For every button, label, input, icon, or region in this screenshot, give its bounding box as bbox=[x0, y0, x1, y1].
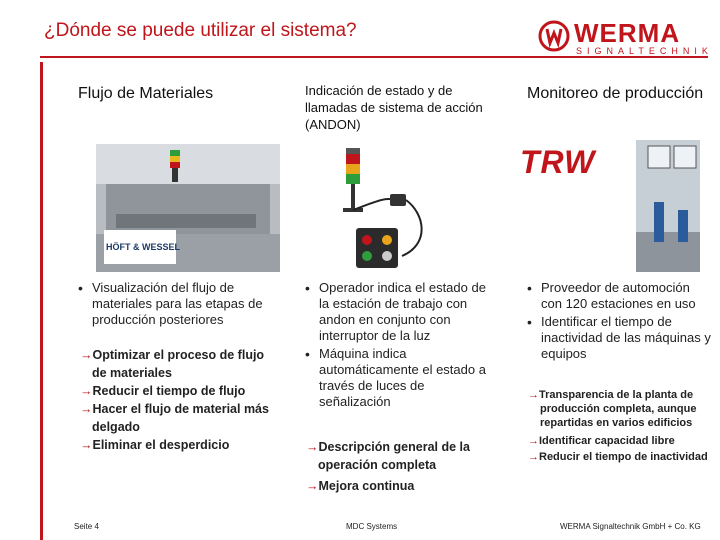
arrow-icon: → bbox=[306, 440, 319, 454]
trw-logo: TRW bbox=[520, 144, 596, 180]
footer-page-number: Seite 4 bbox=[74, 522, 99, 531]
column-3-benefit: →Reducir el tiempo de inactividad bbox=[528, 451, 708, 463]
column-1-benefit: →Eliminar el desperdicio bbox=[80, 438, 230, 452]
arrow-icon: → bbox=[528, 389, 539, 401]
column-3-benefit: →Identificar capacidad libre bbox=[528, 435, 675, 447]
arrow-icon: → bbox=[80, 438, 93, 452]
production-monitoring-photo bbox=[518, 140, 700, 272]
column-1-bullets bbox=[78, 280, 268, 330]
column-2-bullets bbox=[305, 280, 493, 412]
column-3-benefits bbox=[528, 388, 714, 464]
footer-company: WERMA Signaltechnik GmbH + Co. KG bbox=[560, 522, 701, 531]
column-1-benefits bbox=[80, 346, 280, 454]
side-accent-bar bbox=[40, 62, 43, 540]
arrow-icon: → bbox=[80, 402, 93, 416]
column-1-benefit: →Reducir el tiempo de flujo bbox=[80, 384, 246, 398]
column-2-benefit: →Mejora continua bbox=[306, 479, 415, 493]
andon-device-photo bbox=[330, 144, 440, 272]
column-1-bullet: • Visualización del flujo de materiales para las etapas de producción posteriores bbox=[78, 280, 268, 328]
material-flow-photo bbox=[96, 144, 280, 272]
arrow-icon: → bbox=[80, 384, 93, 398]
werma-logo bbox=[538, 18, 713, 58]
column-3-bullets bbox=[527, 280, 713, 364]
logo-subtitle: SIGNALTECHNIK bbox=[576, 46, 713, 56]
slide-title: ¿Dónde se puede utilizar el sistema? bbox=[44, 20, 357, 41]
column-1-benefit: →Hacer el flujo de material más delgado bbox=[80, 402, 269, 434]
werma-logo-mark-icon bbox=[538, 20, 570, 52]
footer-center-text: MDC Systems bbox=[346, 522, 398, 531]
column-1-benefit: →Optimizar el proceso de flujo de materiales bbox=[80, 348, 265, 380]
column-3-heading: Monitoreo de producción bbox=[527, 85, 704, 102]
logo-wordmark: WERMA bbox=[574, 18, 681, 48]
column-1-heading: Flujo de Materiales bbox=[78, 85, 214, 102]
column-3-bullet: • Proveedor de automoción con 120 estaciones en uso bbox=[527, 280, 713, 312]
hoeft-wessel-logo: HÖFT & WESSEL bbox=[106, 242, 180, 252]
column-2-heading: Indicación de estado y de llamadas de sistema de acción (ANDON) bbox=[305, 83, 483, 132]
column-2-bullet: • Operador indica el estado de la estación de trabajo con andon en conjunto con interruptor de la luz bbox=[305, 280, 493, 344]
column-2-benefits bbox=[306, 438, 498, 495]
arrow-icon: → bbox=[528, 451, 539, 463]
column-3-benefit: →Transparencia de la planta de producción completa, aunque repartidas en varios edificios bbox=[528, 389, 697, 429]
column-3-bullet: • Identificar el tiempo de inactividad de las máquinas y equipos bbox=[527, 314, 713, 362]
arrow-icon: → bbox=[528, 435, 539, 447]
arrow-icon: → bbox=[80, 348, 93, 362]
column-2-bullet: • Máquina indica automáticamente el estado a través de luces de señalización bbox=[305, 346, 493, 410]
column-2-benefit: →Descripción general de la operación completa bbox=[306, 440, 470, 472]
arrow-icon: → bbox=[306, 479, 319, 493]
